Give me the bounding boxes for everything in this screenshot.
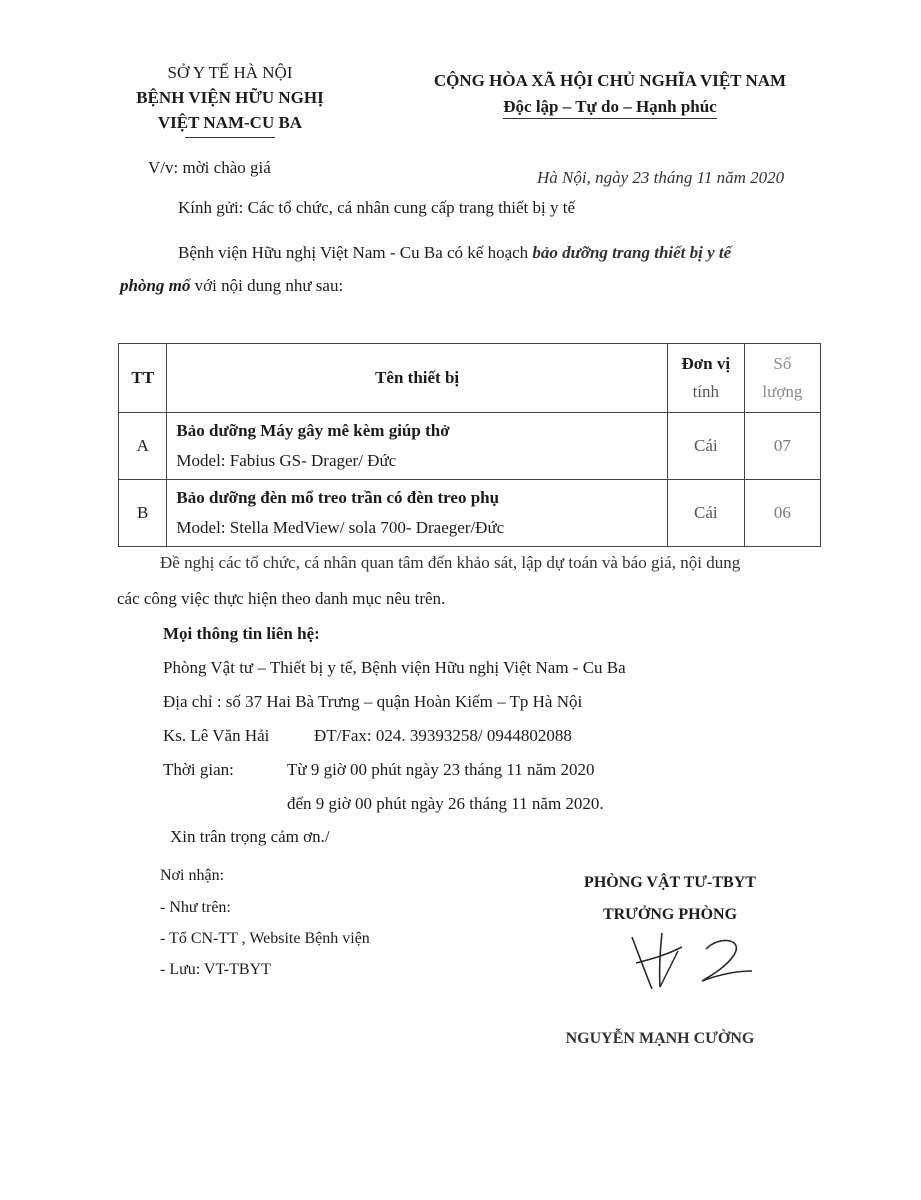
header-unit-line2: tính	[692, 382, 720, 401]
row-quantity: 07	[744, 413, 820, 480]
subject-line: V/v: mời chào giá	[148, 158, 271, 177]
header-quantity-line1: Số	[773, 354, 792, 373]
contact-phone: ĐT/Fax: 024. 39393258/ 0944802088	[314, 726, 572, 745]
intro-line1	[178, 243, 731, 263]
table-header-row	[119, 344, 821, 413]
header-unit-line1: Đơn vị	[681, 354, 731, 373]
header-quantity	[744, 344, 820, 413]
contact-person: Ks. Lê Văn Hải	[163, 726, 270, 745]
header-equipment-name: Tên thiết bị	[167, 344, 667, 413]
contact-office: Phòng Vật tư – Thiết bị y tế, Bệnh viện Hữu nghị Việt Nam - Cu Ba	[163, 658, 626, 677]
contact-time-from: Từ 9 giờ 00 phút ngày 23 tháng 11 năm 2020	[287, 760, 595, 779]
header-tt: TT	[119, 344, 167, 413]
closing-line: Xin trân trọng cảm ơn./	[170, 827, 330, 846]
header-quantity-line2: lượng	[762, 382, 803, 401]
header-unit	[667, 344, 744, 413]
addressee-line: Kính gửi: Các tổ chức, cá nhân cung cấp trang thiết bị y tế	[178, 198, 576, 217]
equipment-name: Bảo dưỡng Máy gây mê kèm giúp thở	[176, 421, 450, 440]
recipient-item: - Lưu: VT-TBYT	[160, 961, 271, 978]
row-quantity: 06	[744, 480, 820, 547]
row-unit: Cái	[667, 413, 744, 480]
date-line: Hà Nội, ngày 23 tháng 11 năm 2020	[537, 168, 785, 187]
intro-emphasis-operating-room: phòng mổ	[120, 276, 191, 295]
issuer-underline	[185, 137, 275, 138]
row-equipment	[167, 480, 667, 547]
national-motto: Độc lập – Tự do – Hạnh phúc	[503, 96, 716, 119]
row-unit: Cái	[667, 480, 744, 547]
handwritten-signature	[622, 925, 772, 995]
signatory-name: NGUYỄN MẠNH CƯỜNG	[565, 1030, 755, 1047]
hospital-name-line2: VIỆT NAM-CU BA	[157, 113, 303, 132]
table-row	[119, 413, 821, 480]
signature-unit: PHÒNG VẬT TƯ-TBYT	[584, 874, 756, 891]
equipment-table	[118, 343, 821, 547]
contact-address: Địa chỉ : số 37 Hai Bà Trưng – quận Hoàn Kiếm – Tp Hà Nội	[163, 692, 583, 711]
intro-tail: với nội dung như sau:	[190, 276, 344, 295]
intro-emphasis-maintenance: bảo dưỡng trang thiết bị y tế	[532, 243, 732, 262]
equipment-model: Model: Stella MedView/ sola 700- Draeger/Đức	[176, 518, 505, 537]
row-tt: A	[119, 413, 167, 480]
national-header	[395, 68, 825, 120]
recipient-item: - Tổ CN-TT , Website Bệnh viện	[160, 930, 370, 947]
recipients-heading: Nơi nhận:	[160, 867, 225, 884]
contact-time-to: đến 9 giờ 00 phút ngày 26 tháng 11 năm 2020.	[287, 794, 604, 813]
department-name: SỞ Y TẾ HÀ NỘI	[167, 63, 293, 82]
equipment-name: Bảo dưỡng đèn mổ treo trần có đèn treo phụ	[176, 488, 500, 507]
equipment-model: Model: Fabius GS- Drager/ Đức	[176, 451, 397, 470]
contact-time-label: Thời gian:	[163, 760, 234, 779]
recipient-item: - Như trên:	[160, 899, 231, 916]
intro-line2	[120, 276, 343, 296]
hospital-name-line1: BỆNH VIỆN HỮU NGHỊ	[136, 88, 324, 107]
issuer-block	[100, 60, 360, 138]
request-line2: các công việc thực hiện theo danh mục nêu trên.	[117, 589, 446, 608]
nation-title: CỘNG HÒA XÃ HỘI CHỦ NGHĨA VIỆT NAM	[433, 71, 787, 90]
request-line1: Đề nghị các tổ chức, cá nhân quan tâm đến khảo sát, lập dự toán và báo giá, nội dung	[160, 553, 741, 572]
signature-title: TRƯỞNG PHÒNG	[602, 906, 738, 923]
table-row	[119, 480, 821, 547]
row-equipment	[167, 413, 667, 480]
intro-text: Bệnh viện Hữu nghị Việt Nam - Cu Ba có kế hoạch	[178, 243, 533, 262]
contact-heading: Mọi thông tin liên hệ:	[163, 624, 320, 643]
row-tt: B	[119, 480, 167, 547]
